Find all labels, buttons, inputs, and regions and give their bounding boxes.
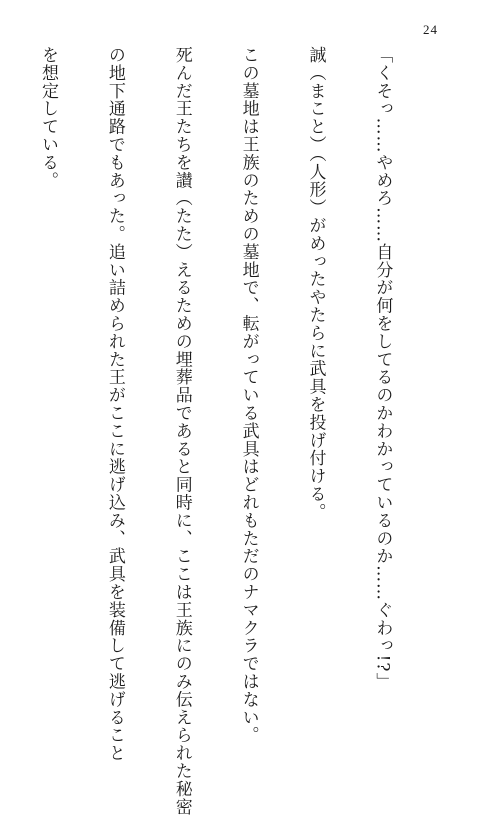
page-number: 24 [423, 22, 438, 37]
text-line: 死んだ王たちを讃（たた）えるための埋葬品であると同時に、ここは王族にのみ伝えられた秘密 [171, 46, 192, 816]
text-line: の地下通路でもあった。追い詰められた王がここに逃げ込み、武具を装備して逃げること [104, 46, 125, 762]
novel-text [37, 46, 438, 816]
text-line: この墓地は王族のための墓地で、転がっている武具はどれもただのナマクラではない。 [238, 46, 259, 745]
text-line: 誠（まこと）（人形）がめったやたらに武具を投げ付ける。 [305, 46, 326, 521]
text-line: 「くそっ……やめろ……自分が何をしてるのかわかっているのか……ぐわっ!?」 [372, 46, 393, 691]
text-line: を想定している。 [37, 46, 58, 190]
